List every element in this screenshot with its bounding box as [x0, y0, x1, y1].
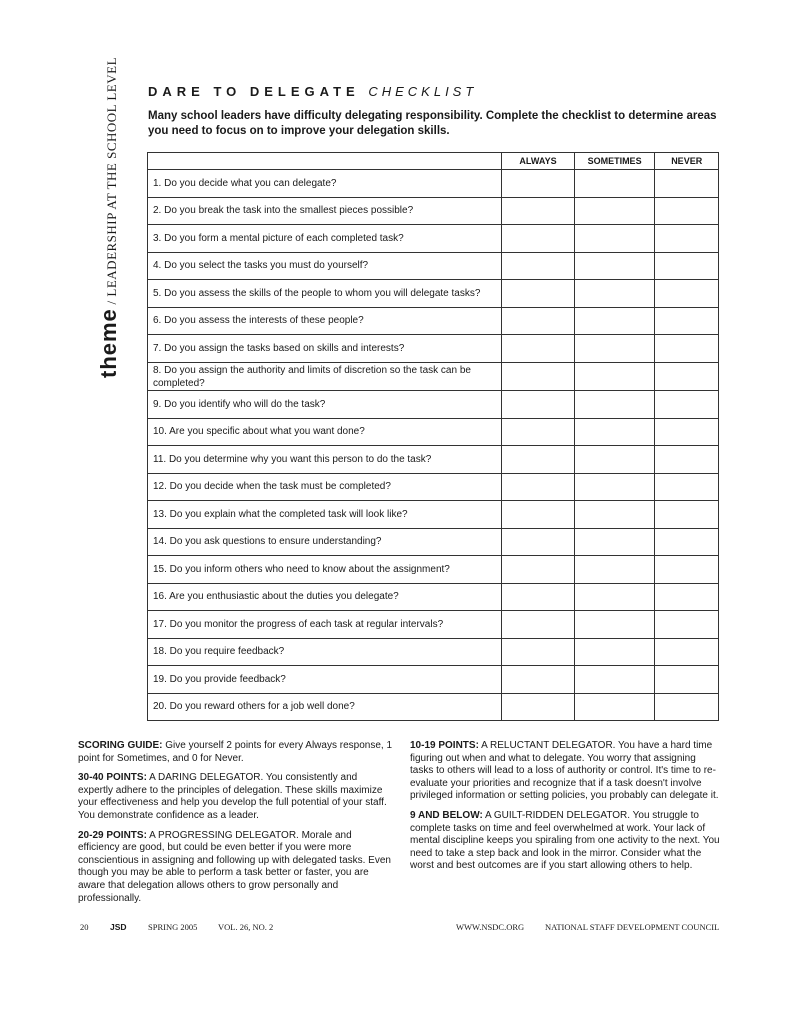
question-cell: 17. Do you monitor the progress of each task at regular intervals? [148, 611, 502, 639]
question-cell: 2. Do you break the task into the smallest pieces possible? [148, 197, 502, 225]
answer-cell-sometimes[interactable] [574, 252, 655, 280]
question-cell: 16. Are you enthusiastic about the duties you delegate? [148, 583, 502, 611]
answer-cell-never[interactable] [655, 307, 719, 335]
answer-cell-always[interactable] [502, 446, 575, 474]
scoring-guide [78, 740, 394, 765]
answer-cell-never[interactable] [655, 583, 719, 611]
question-cell: 9. Do you identify who will do the task? [148, 391, 502, 419]
answer-cell-never[interactable] [655, 197, 719, 225]
score-range-label: 9 AND BELOW: [410, 809, 483, 821]
table-row [148, 418, 719, 446]
answer-cell-never[interactable] [655, 252, 719, 280]
answer-cell-never[interactable] [655, 335, 719, 363]
question-cell: 3. Do you form a mental picture of each completed task? [148, 225, 502, 253]
question-cell: 19. Do you provide feedback? [148, 666, 502, 694]
answer-cell-always[interactable] [502, 418, 575, 446]
answer-cell-never[interactable] [655, 391, 719, 419]
answer-cell-never[interactable] [655, 362, 719, 391]
table-row [148, 335, 719, 363]
answer-cell-always[interactable] [502, 252, 575, 280]
table-row [148, 446, 719, 474]
table-row [148, 528, 719, 556]
answer-cell-sometimes[interactable] [574, 225, 655, 253]
page-title [148, 84, 477, 99]
answer-cell-sometimes[interactable] [574, 528, 655, 556]
answer-cell-never[interactable] [655, 666, 719, 694]
question-cell: 13. Do you explain what the completed task will look like? [148, 501, 502, 529]
answer-cell-sometimes[interactable] [574, 307, 655, 335]
answer-cell-always[interactable] [502, 473, 575, 501]
footer-page-number: 20 [80, 922, 89, 932]
answer-cell-sometimes[interactable] [574, 666, 655, 694]
score-range-10-19 [410, 740, 720, 803]
answer-cell-never[interactable] [655, 693, 719, 721]
title-italic: CHECKLIST [368, 84, 478, 99]
answer-cell-never[interactable] [655, 446, 719, 474]
score-range-text: A RELUCTANT DELEGATOR. You have a hard time figuring out when and what to delegate. You worry that assigning tasks to others will lead to a loss of authority or control. It's time to re-evaluate your priorities and recognize that if a task doesn't involve privileged information or setting policies, you probably can delegate it. [410, 740, 719, 802]
column-header-never: NEVER [655, 153, 719, 170]
question-cell: 1. Do you decide what you can delegate? [148, 170, 502, 198]
answer-cell-always[interactable] [502, 583, 575, 611]
answer-cell-always[interactable] [502, 307, 575, 335]
table-row [148, 280, 719, 308]
table-row [148, 362, 719, 391]
answer-cell-never[interactable] [655, 556, 719, 584]
score-range-text: A PROGRESSING DELEGATOR. Morale and efficiency are good, but could be even better if you were more conscientious in assigning and following up with delegated tasks. Even though you may be able to perform a task better or faster, you are aware that delegation allows others to grow personally and professionally. [78, 829, 391, 904]
table-row [148, 197, 719, 225]
table-row [148, 666, 719, 694]
score-range-30-40 [78, 772, 394, 822]
scoring-right-column [410, 740, 720, 880]
question-cell: 4. Do you select the tasks you must do yourself? [148, 252, 502, 280]
answer-cell-never[interactable] [655, 501, 719, 529]
scoring-left-column [78, 740, 394, 912]
answer-cell-always[interactable] [502, 280, 575, 308]
answer-cell-sometimes[interactable] [574, 501, 655, 529]
scoring-guide-text: Give yourself 2 points for every Always response, 1 point for Sometimes, and 0 for Never. [78, 740, 393, 764]
table-row [148, 252, 719, 280]
score-range-text: A DARING DELEGATOR. You consistently and expertly adhere to the principles of delegation. These skills maximize your effectiveness and help you develop the full potential of your staff. You demonstrate confidence as a leader. [78, 772, 387, 821]
answer-cell-always[interactable] [502, 225, 575, 253]
question-cell: 15. Do you inform others who need to know about the assignment? [148, 556, 502, 584]
question-header [148, 153, 502, 170]
title-bold: DARE TO DELEGATE [148, 84, 360, 99]
checklist-table [147, 152, 719, 721]
footer-journal [110, 922, 127, 932]
answer-cell-never[interactable] [655, 638, 719, 666]
footer-url: WWW.NSDC.ORG [456, 922, 525, 932]
question-cell: 8. Do you assign the authority and limits of discretion so the task can be completed? [148, 362, 502, 391]
answer-cell-never[interactable] [655, 473, 719, 501]
answer-cell-sometimes[interactable] [574, 638, 655, 666]
answer-cell-sometimes[interactable] [574, 693, 655, 721]
question-cell: 6. Do you assess the interests of these people? [148, 307, 502, 335]
answer-cell-always[interactable] [502, 528, 575, 556]
answer-cell-always[interactable] [502, 666, 575, 694]
sidebar-label [96, 56, 122, 378]
score-range-label: 20-29 POINTS: [78, 829, 147, 841]
question-cell: 10. Are you specific about what you want done? [148, 418, 502, 446]
answer-cell-always[interactable] [502, 556, 575, 584]
table-row [148, 225, 719, 253]
intro-text: Many school leaders have difficulty delegating responsibility. Complete the checklist to determine areas you need to focus on to improve your delegation skills. [148, 110, 717, 137]
answer-cell-sometimes[interactable] [574, 391, 655, 419]
score-range-20-29 [78, 830, 394, 906]
sidebar-theme-word: theme [96, 308, 121, 378]
answer-cell-sometimes[interactable] [574, 556, 655, 584]
question-cell: 7. Do you assign the tasks based on skills and interests? [148, 335, 502, 363]
table-row [148, 473, 719, 501]
table-row [148, 170, 719, 198]
table-row [148, 307, 719, 335]
score-range-label: 30-40 POINTS: [78, 772, 147, 784]
answer-cell-always[interactable] [502, 638, 575, 666]
table-row [148, 693, 719, 721]
answer-cell-always[interactable] [502, 501, 575, 529]
sidebar-subtitle: / LEADERSHIP AT THE SCHOOL LEVEL [104, 56, 119, 309]
scoring-guide-label: SCORING GUIDE: [78, 740, 163, 751]
table-row [148, 638, 719, 666]
answer-cell-sometimes[interactable] [574, 280, 655, 308]
answer-cell-always[interactable] [502, 362, 575, 391]
question-cell: 11. Do you determine why you want this person to do the task? [148, 446, 502, 474]
score-range-text: A GUILT-RIDDEN DELEGATOR. You struggle to complete tasks on time and feel overwhelmed at work. Your lack of mental discipline keeps you spiraling from one activity to the next. You need to take a step back and look in the mirror. Consider what the worst and best outcomes are if you start allowing others to help. [410, 809, 720, 872]
footer-volume: VOL. 26, NO. 2 [218, 922, 274, 932]
table-row [148, 391, 719, 419]
footer-org: NATIONAL STAFF DEVELOPMENT COUNCIL [545, 922, 720, 932]
answer-cell-sometimes[interactable] [574, 418, 655, 446]
score-range-9-below [410, 810, 720, 873]
answer-cell-never[interactable] [655, 418, 719, 446]
answer-cell-always[interactable] [502, 335, 575, 363]
question-cell: 20. Do you reward others for a job well done? [148, 693, 502, 721]
footer-issue-date: SPRING 2005 [148, 922, 198, 932]
answer-cell-sometimes[interactable] [574, 473, 655, 501]
answer-cell-sometimes[interactable] [574, 170, 655, 198]
answer-cell-sometimes[interactable] [574, 197, 655, 225]
answer-cell-always[interactable] [502, 197, 575, 225]
question-cell: 14. Do you ask questions to ensure understanding? [148, 528, 502, 556]
answer-cell-always[interactable] [502, 391, 575, 419]
answer-cell-sometimes[interactable] [574, 335, 655, 363]
answer-cell-never[interactable] [655, 170, 719, 198]
table-row [148, 501, 719, 529]
table-row [148, 583, 719, 611]
table-row [148, 556, 719, 584]
column-header-always: ALWAYS [502, 153, 575, 170]
answer-cell-sometimes[interactable] [574, 362, 655, 391]
answer-cell-always[interactable] [502, 693, 575, 721]
answer-cell-never[interactable] [655, 225, 719, 253]
question-cell: 18. Do you require feedback? [148, 638, 502, 666]
answer-cell-never[interactable] [655, 611, 719, 639]
answer-cell-always[interactable] [502, 170, 575, 198]
score-range-label: 10-19 POINTS: [410, 740, 479, 751]
footer-journal-label: JSD [110, 922, 127, 932]
answer-cell-sometimes[interactable] [574, 611, 655, 639]
answer-cell-sometimes[interactable] [574, 583, 655, 611]
question-cell: 5. Do you assess the skills of the people to whom you will delegate tasks? [148, 280, 502, 308]
table-row [148, 611, 719, 639]
table-header-row [148, 153, 719, 170]
answer-cell-never[interactable] [655, 280, 719, 308]
column-header-sometimes: SOMETIMES [574, 153, 655, 170]
question-cell: 12. Do you decide when the task must be completed? [148, 473, 502, 501]
answer-cell-sometimes[interactable] [574, 446, 655, 474]
answer-cell-always[interactable] [502, 611, 575, 639]
answer-cell-never[interactable] [655, 528, 719, 556]
